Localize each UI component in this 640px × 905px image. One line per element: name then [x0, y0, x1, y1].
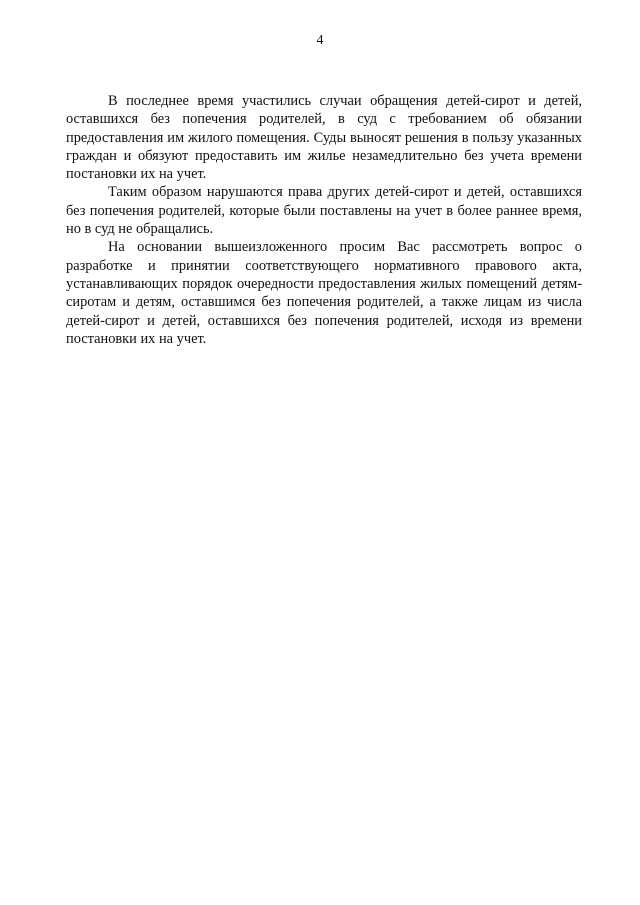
document-body: [66, 92, 582, 348]
paragraph-1: В последнее время участились случаи обращения детей-сирот и детей, оставшихся без попечения родителей, в суд с требованием об обязании предоставления им жилого помещения. Суды выносят решения в пользу указанных граждан и обязуют предоставить им жилье незамедлительно без учета времени постановки их на учет.: [66, 93, 582, 183]
paragraph-3: На основании вышеизложенного просим Вас рассмотреть вопрос о разработке и принятии соответствующего нормативного правового акта, устанавливающих порядок очередности предоставления жилых помещений детям-сиротам и детям, оставшимся без попечения родителей, а также лицам из числа детей-сирот и детей, оставшихся без попечения родителей, исходя из времени постановки их на учет.: [66, 239, 582, 347]
paragraph-2: Таким образом нарушаются права других детей-сирот и детей, оставшихся без попечения родителей, которые были поставлены на учет в более раннее время, но в суд не обращались.: [66, 184, 582, 238]
page-number: 4: [316, 33, 324, 48]
